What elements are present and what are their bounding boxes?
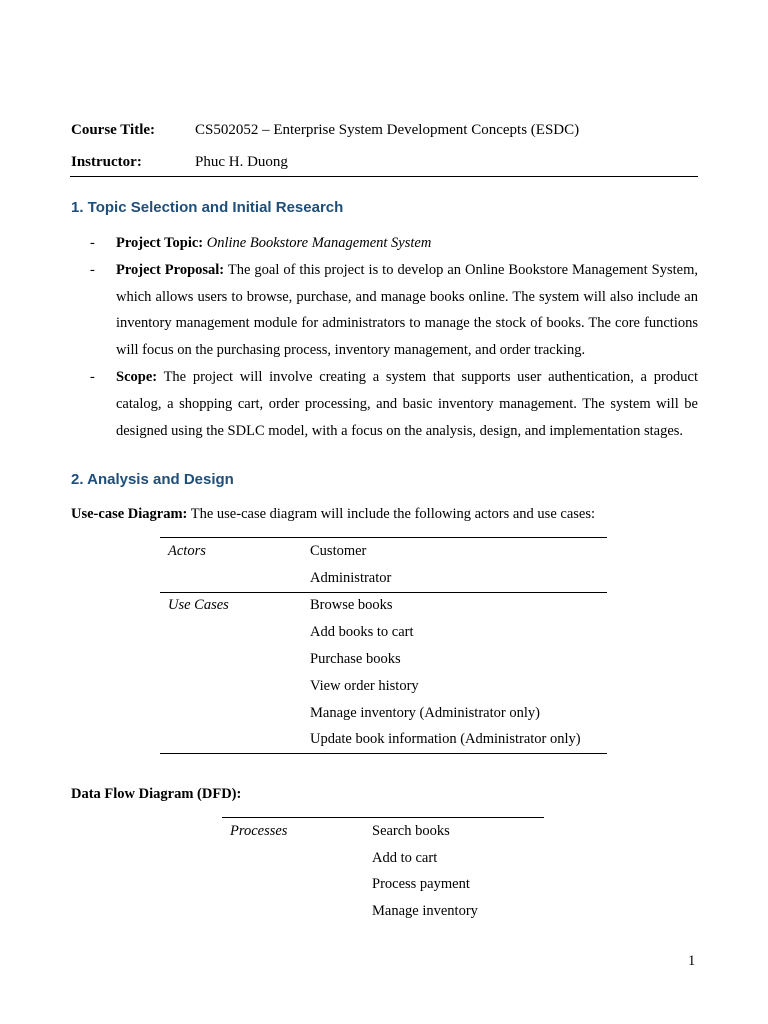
table-row — [222, 872, 544, 899]
bullet-scope — [90, 364, 698, 444]
table-row — [222, 818, 544, 845]
instructor-value: Phuc H. Duong — [195, 153, 288, 170]
section-1-bullet-list — [90, 230, 698, 444]
table-row — [160, 619, 607, 646]
bullet-project-proposal — [90, 257, 698, 364]
dfd-table — [222, 817, 544, 925]
usecase-cell: Purchase books — [310, 651, 401, 668]
course-title-row — [71, 114, 698, 146]
usecase-cell: Add books to cart — [310, 624, 414, 641]
process-cell: Process payment — [372, 876, 470, 893]
section-2-heading: 2. Analysis and Design — [71, 471, 234, 488]
table-row — [160, 700, 607, 727]
usecase-intro — [71, 506, 595, 523]
processes-label: Processes — [230, 822, 288, 839]
bullet-text: The project will involve creating a system that supports user authentication, a product catalog, a shopping cart, order processing, and basic inventory management. The system will be designed using the SDLC model, with a focus on the analysis, design, and implementation stages. — [116, 368, 698, 439]
usecase-cell: Update book information (Administrator only) — [310, 731, 581, 748]
usecase-cell: Manage inventory (Administrator only) — [310, 704, 540, 721]
table-row — [160, 565, 607, 592]
usecase-text: The use-case diagram will include the following actors and use cases: — [190, 506, 596, 522]
usecase-cell: View order history — [310, 677, 419, 694]
instructor-row — [71, 146, 698, 178]
process-cell: Add to cart — [372, 849, 438, 866]
table-row — [160, 673, 607, 700]
actors-label: Actors — [168, 542, 206, 559]
actor-cell: Customer — [310, 542, 367, 559]
bullet-dash: - — [90, 368, 95, 385]
bullet-text: Online Bookstore Management System — [206, 235, 432, 251]
bullet-label: Project Proposal: — [116, 261, 225, 278]
actors-group — [160, 537, 607, 592]
table-row — [160, 646, 607, 673]
bullet-label: Scope: — [116, 368, 158, 385]
bullet-project-topic — [90, 230, 698, 257]
course-header — [71, 114, 698, 178]
usecase-cell: Browse books — [310, 597, 393, 614]
actor-cell: Administrator — [310, 569, 392, 586]
header-divider — [70, 176, 698, 177]
process-cell: Manage inventory — [372, 903, 478, 920]
section-1-heading: 1. Topic Selection and Initial Research — [71, 199, 344, 216]
course-title-label: Course Title: — [71, 121, 156, 138]
instructor-label: Instructor: — [71, 153, 142, 170]
usecases-label: Use Cases — [168, 597, 229, 614]
processes-group — [222, 817, 544, 925]
dfd-label: Data Flow Diagram (DFD): — [71, 786, 242, 802]
page-number: 1 — [688, 953, 696, 969]
usecases-group — [160, 592, 607, 755]
usecase-label: Use-case Diagram: — [71, 506, 188, 522]
bullet-dash: - — [90, 261, 95, 278]
table-row — [222, 845, 544, 872]
bullet-dash: - — [90, 235, 95, 251]
table-row — [160, 593, 607, 620]
table-row — [160, 727, 607, 754]
process-cell: Search books — [372, 822, 450, 839]
usecase-table — [160, 537, 607, 754]
course-title-value: CS502052 – Enterprise System Development Concepts (ESDC) — [195, 121, 580, 138]
table-row — [222, 898, 544, 925]
table-row — [160, 538, 607, 565]
bullet-text: The goal of this project is to develop an Online Bookstore Management System, which allows users to browse, purchase, and manage books online. The system will also include an inventory management module for administrators to manage the stock of books. The core functions will focus on the purchasing process, inventory management, and order tracking. — [116, 261, 698, 359]
bullet-label: Project Topic: — [116, 235, 204, 251]
